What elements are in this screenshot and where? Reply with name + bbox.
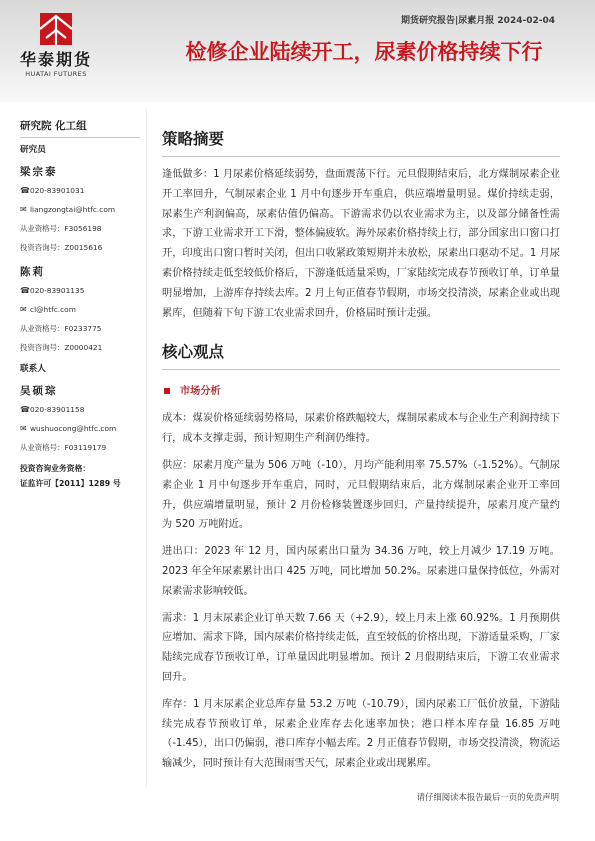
analyst-email-row xyxy=(20,300,140,319)
strategy-summary-text: 逢低做多：1 月尿素价格延续弱势，盘面震荡下行。元旦假期结束后，北方煤制尿素企业开工率回升，气制尿素企业 1 月中旬逐步开车重启，供应端增量明显。煤价持续走弱，尿素生产利润偏高，尿素估值仍偏高。下游需求仍以农业需求为主，以及部分储备性需求，下游工业需求开工下滑，整体偏疲软。海外尿素价格持续上行，部分国家出口窗口打开，印度出口窗口暂时关闭，但出口收紧政策短期并未放松，尿素出口驱动不足。1 月尿素价格持续走低至较低价格后，下游逢低适量采购，厂家陆续完成春节预收订单，订单量明显增加，上游库存持续去库。2 月上旬正值春节假期，市场交投清淡，尿素企业或出现累库，但随着下旬下游工农业需求回升，价格届时预计走强。 xyxy=(162,169,560,319)
company-logo xyxy=(20,12,92,79)
analyst-advisory-number: 投资咨询号：Z0015616 xyxy=(20,243,103,252)
report-meta: 期货研究报告|尿素月报 2024-02-04 xyxy=(401,16,555,26)
analyst-qualification: 从业资格号：F0233775 xyxy=(20,324,102,333)
analyst-advisory-number: 投资咨询号：Z0000421 xyxy=(20,343,103,352)
analyst-phone-row xyxy=(20,281,140,300)
contact-phone: 020-83901158 xyxy=(30,405,85,414)
contact-qualification: 从业资格号：F03119179 xyxy=(20,443,107,452)
contact-phone-row xyxy=(20,400,140,419)
researcher-label: 研究员 xyxy=(20,145,46,155)
mail-icon: ✉ xyxy=(20,305,27,314)
department-label: 研究院 化工组 xyxy=(20,118,140,138)
mail-icon: ✉ xyxy=(20,424,27,433)
huatai-logo-icon xyxy=(39,12,73,46)
phone-icon: ☎ xyxy=(20,286,30,295)
strategy-summary-heading: 策略摘要 xyxy=(162,128,560,157)
cost-paragraph: 成本：煤炭价格延续弱势格局，尿素价格跌幅较大，煤制尿素成本与企业生产利润持续下行，成本支撑走弱，预计短期生产利润仍维持。 xyxy=(162,413,560,445)
disclaimer-note: 请仔细阅读本报告最后一页的免责声明 xyxy=(416,792,559,802)
analyst-sidebar xyxy=(20,118,140,491)
contact-email-row xyxy=(20,419,140,438)
mail-icon: ✉ xyxy=(20,205,27,214)
analyst-name: 陈莉 xyxy=(20,266,45,278)
license-label: 投资咨询业务资格： xyxy=(20,464,91,473)
phone-icon: ☎ xyxy=(20,405,30,414)
report-header xyxy=(0,0,595,102)
brand-name-cn: 华泰期货 xyxy=(20,50,93,69)
analyst-email: liangzongtai@htfc.com xyxy=(30,205,116,214)
contact-label: 联系人 xyxy=(20,364,46,374)
inventory-paragraph: 库存：1 月末尿素企业总库存量 53.2 万吨（-10.79），国内尿素工厂低价放量，下游陆续完成春节预收订单，尿素企业库存去化速率加快；港口样本库存量 16.85 万吨（-1.45），出口仍偏弱，港口库存小幅去库。2 月正值春节假期，市场交投清淡，物流运输减少，同时预计有大范围雨雪天气，尿素企业或出现累库。 xyxy=(162,698,560,770)
market-analysis-label: 市场分析 xyxy=(180,386,221,398)
contact-email: wushuocong@htfc.com xyxy=(30,424,117,433)
analyst-email: cl@htfc.com xyxy=(30,305,76,314)
report-title: 检修企业陆续开工，尿素价格持续下行 xyxy=(185,40,543,64)
core-view-heading: 核心观点 xyxy=(162,341,560,370)
contact-name: 吴硕琮 xyxy=(20,385,58,397)
brand-name-en: HUATAI FUTURES xyxy=(25,70,87,78)
column-divider xyxy=(146,108,147,788)
import-export-paragraph: 进出口：2023 年 12 月，国内尿素出口量为 34.36 万吨，较上月减少 17.19 万吨。2023 年全年尿素累计出口 425 万吨，同比增加 50.2%。尿素进口量保持低位，外需对尿素需求影响较低。 xyxy=(162,546,560,597)
section-bullet-icon xyxy=(164,388,170,394)
report-body xyxy=(162,128,560,783)
license-number: 证监许可【2011】1289 号 xyxy=(20,479,121,488)
demand-paragraph: 需求：1 月末尿素企业订单天数 7.66 天（+2.9），较上月末上涨 60.92%。1 月预期供应增加、需求下降，国内尿素价格持续走低，直至较低的价格出现，下游适量采购，厂家陆续完成春节预收订单，订单量因此明显增加。预计 2 月假期结束后，下游工农业需求回升。 xyxy=(162,612,560,683)
supply-paragraph: 供应：尿素月度产量为 506 万吨（-10），月均产能利用率 75.57%（-1.52%）。气制尿素企业 1 月中旬逐步开车重启，同时，元旦假期结束后，北方煤制尿素企业开工率回升，供应端增量明显，预计 2 月份检修装置逐步回归，产量持续提升，尿素月度产量约为 520 万吨附近。 xyxy=(162,459,560,531)
analyst-email-row xyxy=(20,200,140,219)
phone-icon: ☎ xyxy=(20,186,30,195)
analyst-phone: 020-83901135 xyxy=(30,286,85,295)
analyst-phone-row xyxy=(20,181,140,200)
analyst-phone: 020-83901031 xyxy=(30,186,85,195)
analyst-name: 梁宗泰 xyxy=(20,166,58,178)
market-analysis-heading xyxy=(162,384,560,399)
analyst-qualification: 从业资格号：F3056198 xyxy=(20,224,102,233)
